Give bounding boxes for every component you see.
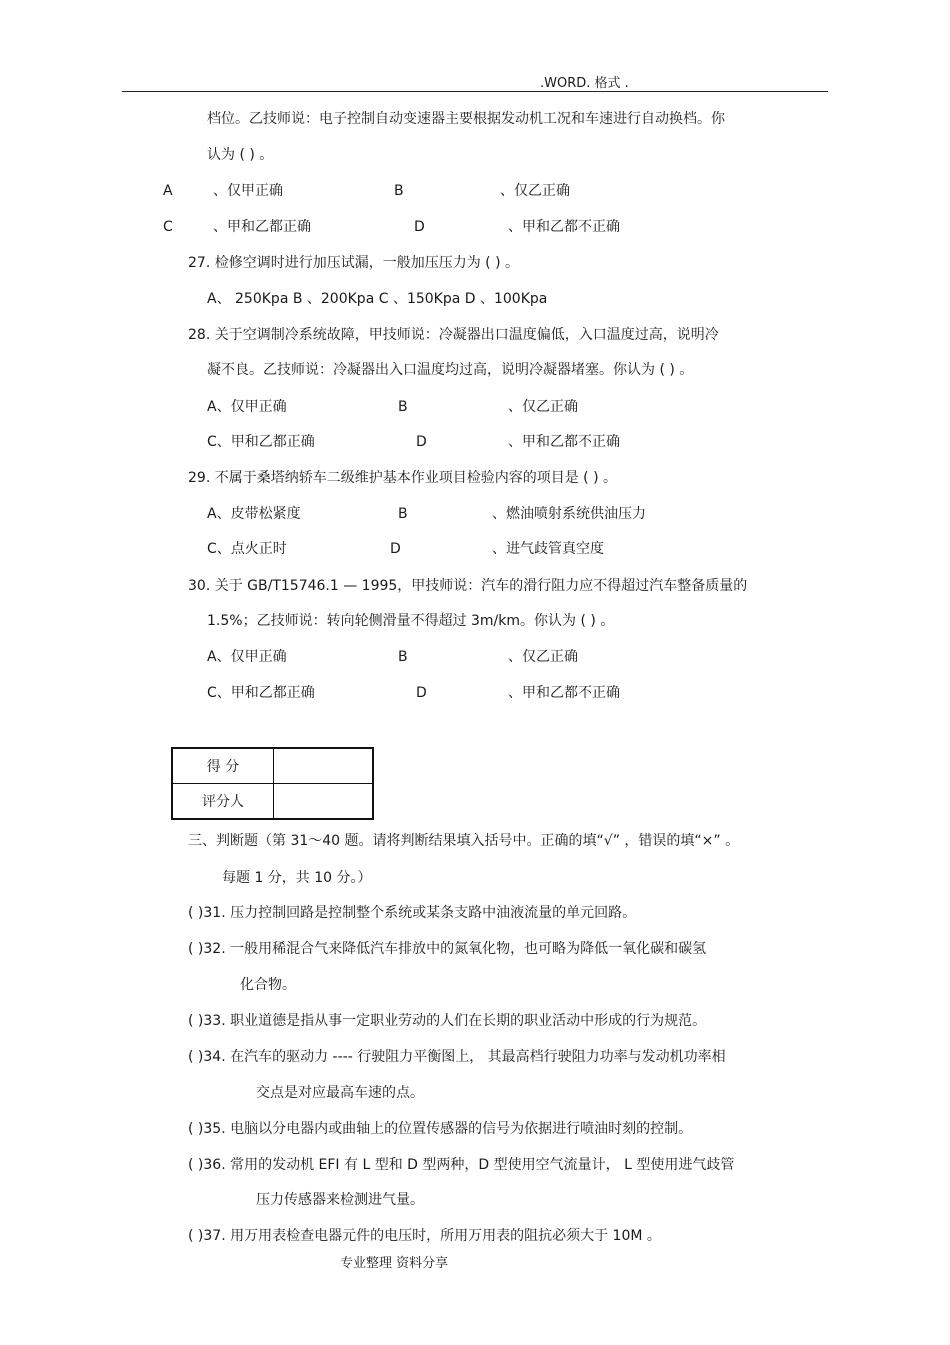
text-line-q30oA: A、仅甲正确 <box>207 649 287 665</box>
text-line-q28oB: B <box>398 399 408 415</box>
text-line-j35: ( )35. 电脑以分电器内或曲轴上的位置传感器的信号为依据进行喷油时刻的控制。 <box>188 1121 693 1137</box>
text-line-l04b: 、甲和乙都正确 <box>213 219 311 235</box>
text-line-q29oD2: 、进气歧管真空度 <box>492 541 604 557</box>
text-line-q30oD: D <box>416 685 427 701</box>
text-line-q28oD2: 、甲和乙都不正确 <box>508 434 620 450</box>
text-line-q29oD: D <box>390 541 401 557</box>
text-line-q28b: 凝不良。乙技师说：冷凝器出入口温度均过高，说明冷凝器堵塞。你认为 ( ) 。 <box>207 362 694 378</box>
page-footer: 专业整理 资料分享 <box>340 1256 449 1271</box>
text-line-q28oB2: 、仅乙正确 <box>508 399 578 415</box>
text-line-q29oB: B <box>398 506 408 522</box>
score-table <box>171 747 374 820</box>
grader-value-cell[interactable] <box>274 784 374 820</box>
text-line-s3b: 每题 1 分，共 10 分。） <box>222 870 372 886</box>
text-line-j37: ( )37. 用万用表检查电器元件的电压时，所用万用表的阻抗必须大于 10M 。 <box>188 1228 661 1244</box>
text-line-q28oD: D <box>416 434 427 450</box>
text-line-q29oA: A、皮带松紧度 <box>207 506 301 522</box>
text-line-q30: 30. 关于 GB/T15746.1 — 1995，甲技师说：汽车的滑行阻力应不得超过汽车整备质量的 <box>188 578 748 594</box>
text-line-l04c: D <box>414 219 425 235</box>
text-line-l02: 认为 ( ) 。 <box>207 147 274 163</box>
score-value-cell[interactable] <box>274 748 374 784</box>
text-line-q27: 27. 检修空调时进行加压试漏，一般加压压力为 ( ) 。 <box>188 255 519 271</box>
grader-label: 评分人 <box>172 784 274 820</box>
text-line-q30oD2: 、甲和乙都不正确 <box>508 685 620 701</box>
text-line-j33: ( )33. 职业道德是指从事一定职业劳动的人们在长期的职业活动中形成的行为规范。 <box>188 1013 707 1029</box>
text-line-q27o: A、 250Kpa B 、200Kpa C 、150Kpa D 、100Kpa <box>207 291 548 307</box>
text-line-q30oB2: 、仅乙正确 <box>508 649 578 665</box>
text-line-j34: ( )34. 在汽车的驱动力 ---- 行驶阻力平衡图上， 其最高档行驶阻力功率与发动机功率相 <box>188 1049 726 1065</box>
text-line-j36b: 压力传感器来检测进气量。 <box>256 1192 424 1208</box>
text-line-l04a: C <box>163 219 173 235</box>
page-header: .WORD. 格式 . <box>540 76 629 91</box>
text-line-l04d: 、甲和乙都不正确 <box>508 219 620 235</box>
text-line-q28oC: C、甲和乙都正确 <box>207 434 315 450</box>
header-rule <box>122 91 828 92</box>
text-line-l03d: 、仅乙正确 <box>500 183 570 199</box>
text-line-q30oB: B <box>398 649 408 665</box>
text-line-l03b: 、仅甲正确 <box>213 183 283 199</box>
score-label: 得 分 <box>172 748 274 784</box>
text-line-l03c: B <box>394 183 404 199</box>
text-line-j32: ( )32. 一般用稀混合气来降低汽车排放中的氮氧化物，也可略为降低一氧化碳和碳氢 <box>188 941 707 957</box>
text-line-j34b: 交点是对应最高车速的点。 <box>256 1085 424 1101</box>
text-line-q29oB2: 、燃油喷射系统供油压力 <box>492 506 646 522</box>
text-line-q29: 29. 不属于桑塔纳轿车二级维护基本作业项目检验内容的项目是 ( ) 。 <box>188 470 617 486</box>
text-line-l01: 档位。乙技师说：电子控制自动变速器主要根据发动机工况和车速进行自动换档。你 <box>207 111 725 127</box>
text-line-s3: 三、判断题（第 31～40 题。请将判断结果填入括号中。正确的填“√” ，错误的填“×” 。 <box>188 833 740 849</box>
text-line-j36: ( )36. 常用的发动机 EFI 有 L 型和 D 型两种，D 型使用空气流量计， L 型使用进气歧管 <box>188 1157 735 1173</box>
text-line-q28oA: A、仅甲正确 <box>207 399 287 415</box>
text-line-q29oC: C、点火正时 <box>207 541 287 557</box>
text-line-q30b: 1.5%；乙技师说：转向轮侧滑量不得超过 3m/km。你认为 ( ) 。 <box>207 613 615 629</box>
text-line-q28: 28. 关于空调制冷系统故障，甲技师说：冷凝器出口温度偏低，入口温度过高，说明冷 <box>188 327 719 343</box>
text-line-l03a: A <box>163 183 173 199</box>
text-line-j32b: 化合物。 <box>240 977 296 993</box>
text-line-q30oC: C、甲和乙都正确 <box>207 685 315 701</box>
text-line-j31: ( )31. 压力控制回路是控制整个系统或某条支路中油液流量的单元回路。 <box>188 905 637 921</box>
